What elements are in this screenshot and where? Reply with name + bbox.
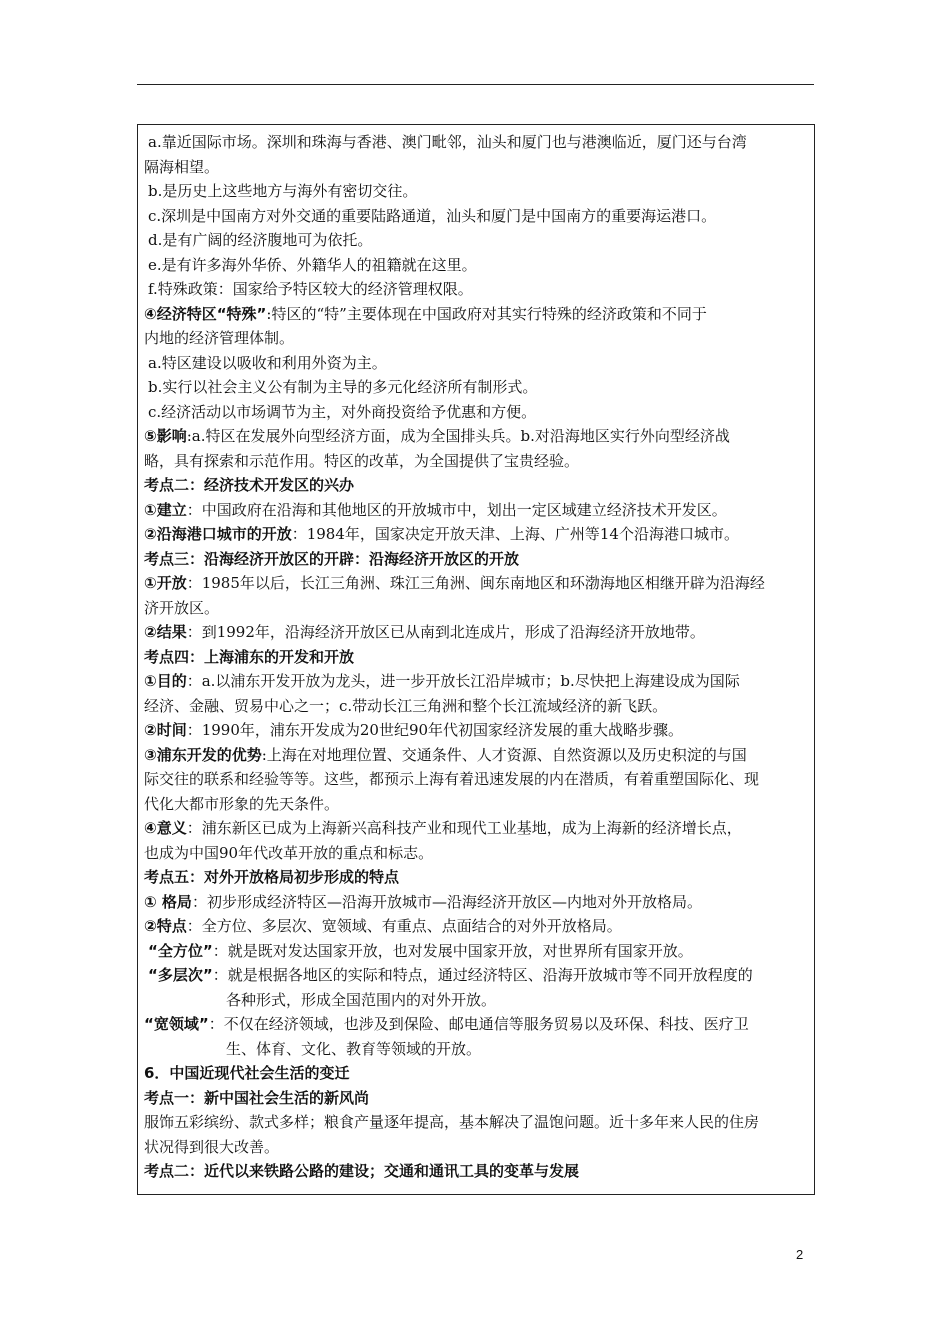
line-text: 际交往的联系和经验等等。这些，都预示上海有着迅速发展的内在潜质，有着重塑国际化、现: [144, 770, 760, 788]
content-line: [144, 449, 808, 474]
content-line: [144, 939, 808, 964]
bold-heading: 考点四：上海浦东的开发和开放: [144, 647, 355, 666]
line-text: a.特区建设以吸收和利用外资为主。: [148, 353, 387, 372]
content-line: [144, 620, 808, 645]
content-line: [144, 645, 808, 670]
content-line: [144, 375, 808, 400]
line-text: 内地的经济管理体制。: [144, 329, 295, 347]
content-line: [144, 351, 808, 376]
bold-heading: 考点二：近代以来铁路公路的建设；交通和通讯工具的变革与发展: [144, 1162, 580, 1180]
line-text: e.是有许多海外华侨、外籍华人的祖籍就在这里。: [148, 255, 477, 274]
bold-heading: ① 格局: [144, 892, 192, 911]
bold-heading: ①目的: [144, 672, 187, 690]
content-line: [144, 890, 808, 915]
content-line: [144, 498, 808, 523]
line-text: :a.特区在发展外向型经济方面，成为全国排头兵。b.对沿海地区实行外向型经济战: [186, 427, 730, 445]
content-line: [144, 179, 808, 204]
line-text: 各种形式，形成全国范围内的对外开放。: [226, 990, 497, 1009]
content-line: [144, 792, 808, 817]
line-text: ：就是根据各地区的实际和特点，通过经济特区、沿海开放城市等不同开放程度的: [212, 966, 753, 984]
page-number: 2: [796, 1247, 804, 1262]
content-line: [144, 547, 808, 572]
line-text: 代化大都市形象的先天条件。: [144, 794, 340, 813]
line-text: 隔海相望。: [144, 157, 220, 176]
bold-heading: “全方位”: [148, 941, 213, 960]
content-line: [144, 914, 808, 939]
line-text: ：全方位、多层次、宽领域、有重点、点面结合的对外开放格局。: [186, 917, 622, 935]
content-line: [144, 424, 808, 449]
content-line: [144, 253, 808, 278]
content-line: [144, 865, 808, 890]
content-line: [144, 1110, 808, 1135]
bold-heading: ②结果: [144, 623, 187, 641]
bold-heading: 考点五：对外开放格局初步形成的特点: [144, 868, 400, 886]
content-line: [144, 669, 808, 694]
line-text: ：不仅在经济领域，也涉及到保险、邮电通信等服务贸易以及环保、科技、医疗卫: [208, 1015, 749, 1033]
line-text: 服饰五彩缤纷、款式多样；粮食产量逐年提高，基本解决了温饱问题。近十多年来人民的住房: [144, 1113, 760, 1131]
content-line: [144, 155, 808, 180]
line-text: b.是历史上这些地方与海外有密切交往。: [148, 182, 418, 200]
line-text: ：到1992年，沿海经济开放区已从南到北连成片，形成了沿海经济开放地带。: [186, 623, 705, 641]
bold-heading: 考点二：经济技术开发区的兴办: [144, 476, 355, 494]
content-line: [144, 522, 808, 547]
bold-heading: ④经济特区“特殊”: [144, 304, 267, 323]
bold-heading: “多层次”: [148, 966, 213, 984]
content-line: [144, 1037, 808, 1062]
line-text: c.深圳是中国南方对外交通的重要陆路通道，汕头和厦门是中国南方的重要海运港口。: [148, 206, 717, 225]
content-line: [144, 1159, 808, 1184]
line-text: b.实行以社会主义公有制为主导的多元化经济所有制形式。: [148, 378, 538, 396]
line-text: a.靠近国际市场。深圳和珠海与香港、澳门毗邻，汕头和厦门也与港澳临近，厦门还与台湾: [148, 133, 747, 151]
line-text: c.经济活动以市场调节为主，对外商投资给予优惠和方便。: [148, 402, 537, 421]
content-line: [144, 1061, 808, 1086]
bold-heading: ②沿海港口城市的开放: [144, 525, 292, 543]
content-lines: [138, 125, 814, 1184]
content-line: [144, 571, 808, 596]
bold-heading: 6．中国近现代社会生活的变迁: [144, 1064, 350, 1082]
content-line: [144, 228, 808, 253]
content-line: [144, 718, 808, 743]
content-line: [144, 1135, 808, 1160]
line-text: :特区的“特”主要体现在中国政府对其实行特殊的经济政策和不同于: [266, 304, 707, 323]
line-text: ：1985年以后，长江三角洲、珠江三角洲、闽东南地区和环渤海地区相继开辟为沿海经: [186, 574, 765, 592]
content-line: [144, 816, 808, 841]
line-text: ：1990年，浦东开发成为20世纪90年代初国家经济发展的重大战略步骤。: [186, 721, 684, 739]
content-line: [144, 277, 808, 302]
line-text: ：a.以浦东开发开放为龙头，进一步开放长江沿岸城市；b.尽快把上海建设成为国际: [186, 672, 740, 690]
content-line: [144, 988, 808, 1013]
line-text: 济开放区。: [144, 598, 220, 617]
content-line: [144, 841, 808, 866]
content-line: [144, 767, 808, 792]
content-line: [144, 1012, 808, 1037]
line-text: 也成为中国90年代改革开放的重点和标志。: [144, 843, 434, 862]
bold-heading: ②时间: [144, 721, 187, 739]
bold-heading: “宽领域”: [144, 1015, 209, 1033]
bold-heading: ①建立: [144, 500, 187, 519]
content-line: [144, 204, 808, 229]
line-text: 略，具有探索和示范作用。特区的改革，为全国提供了宝贵经验。: [144, 451, 580, 470]
content-line: [144, 596, 808, 621]
line-text: 生、体育、文化、教育等领域的开放。: [226, 1039, 482, 1058]
header-rule: [137, 84, 814, 85]
line-text: d.是有广阔的经济腹地可为依托。: [148, 231, 373, 249]
line-text: f.特殊政策：国家给予特区较大的经济管理权限。: [148, 280, 473, 298]
line-text: ：1984年，国家决定开放天津、上海、广州等14个沿海港口城市。: [291, 525, 739, 543]
content-line: [144, 473, 808, 498]
line-text: ：就是既对发达国家开放，也对发展中国家开放，对世界所有国家开放。: [212, 941, 693, 960]
content-box: [137, 124, 815, 1195]
content-line: [144, 743, 808, 768]
content-line: [144, 1086, 808, 1111]
bold-heading: ①开放: [144, 574, 187, 592]
line-text: ：浦东新区已成为上海新兴高科技产业和现代工业基地，成为上海新的经济增长点，: [186, 819, 742, 837]
bold-heading: ⑤影响: [144, 427, 187, 445]
line-text: ：中国政府在沿海和其他地区的开放城市中，划出一定区域建立经济技术开发区。: [186, 500, 727, 519]
bold-heading: 考点一：新中国社会生活的新风尚: [144, 1088, 370, 1107]
content-line: [144, 326, 808, 351]
bold-heading: ④意义: [144, 819, 187, 837]
line-text: 状况得到很大改善。: [144, 1137, 280, 1156]
line-text: :上海在对地理位置、交通条件、人才资源、自然资源以及历史积淀的与国: [261, 745, 747, 764]
line-text: 经济、金融、贸易中心之一；c.带动长江三角洲和整个长江流域经济的新飞跃。: [144, 696, 668, 715]
content-line: [144, 130, 808, 155]
content-line: [144, 694, 808, 719]
content-line: [144, 400, 808, 425]
bold-heading: 考点三：沿海经济开放区的开辟：沿海经济开放区的开放: [144, 549, 520, 568]
line-text: ：初步形成经济特区—沿海开放城市—沿海经济开放区—内地对外开放格局。: [191, 892, 702, 911]
bold-heading: ③浦东开发的优势: [144, 745, 262, 764]
content-line: [144, 963, 808, 988]
content-line: [144, 302, 808, 327]
bold-heading: ②特点: [144, 917, 187, 935]
